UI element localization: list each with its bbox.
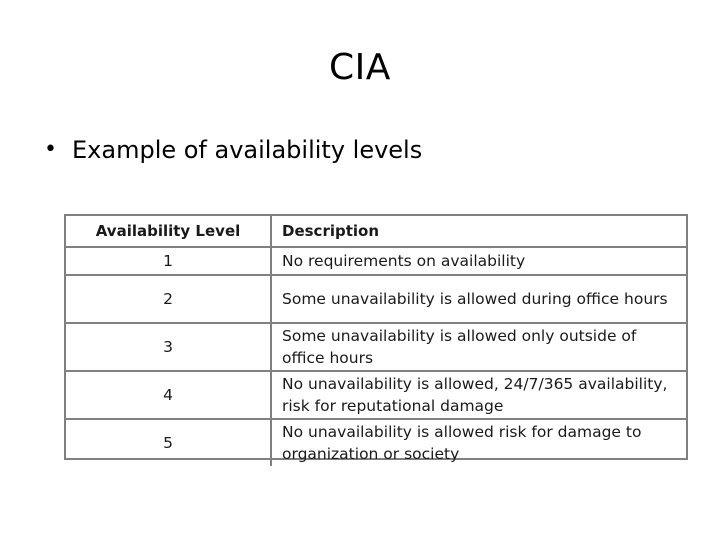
level-cell: 4 — [66, 371, 271, 419]
availability-table — [64, 214, 688, 463]
description-cell: Some unavailability is allowed during office hours — [271, 275, 686, 323]
bullet-point — [44, 132, 422, 168]
header-availability-level: Availability Level — [66, 216, 271, 247]
table-row — [66, 247, 686, 275]
description-cell: Some unavailability is allowed only outside of office hours — [271, 323, 686, 371]
level-cell: 1 — [66, 247, 271, 275]
bullet-text: Example of availability levels — [72, 136, 423, 164]
table-row — [66, 371, 686, 419]
description-cell: No requirements on availability — [271, 247, 686, 275]
level-cell: 5 — [66, 419, 271, 466]
availability-levels-table — [66, 216, 686, 466]
table-row — [66, 275, 686, 323]
description-cell: No unavailability is allowed, 24/7/365 availability, risk for reputational damage — [271, 371, 686, 419]
table-row — [66, 419, 686, 466]
header-description: Description — [271, 216, 686, 247]
slide-title: CIA — [329, 47, 391, 88]
description-cell: No unavailability is allowed risk for damage to organization or society — [271, 419, 686, 466]
table-row — [66, 323, 686, 371]
level-cell: 3 — [66, 323, 271, 371]
level-cell: 2 — [66, 275, 271, 323]
table-header-row — [66, 216, 686, 247]
bullet-dot-icon: • — [44, 137, 57, 162]
